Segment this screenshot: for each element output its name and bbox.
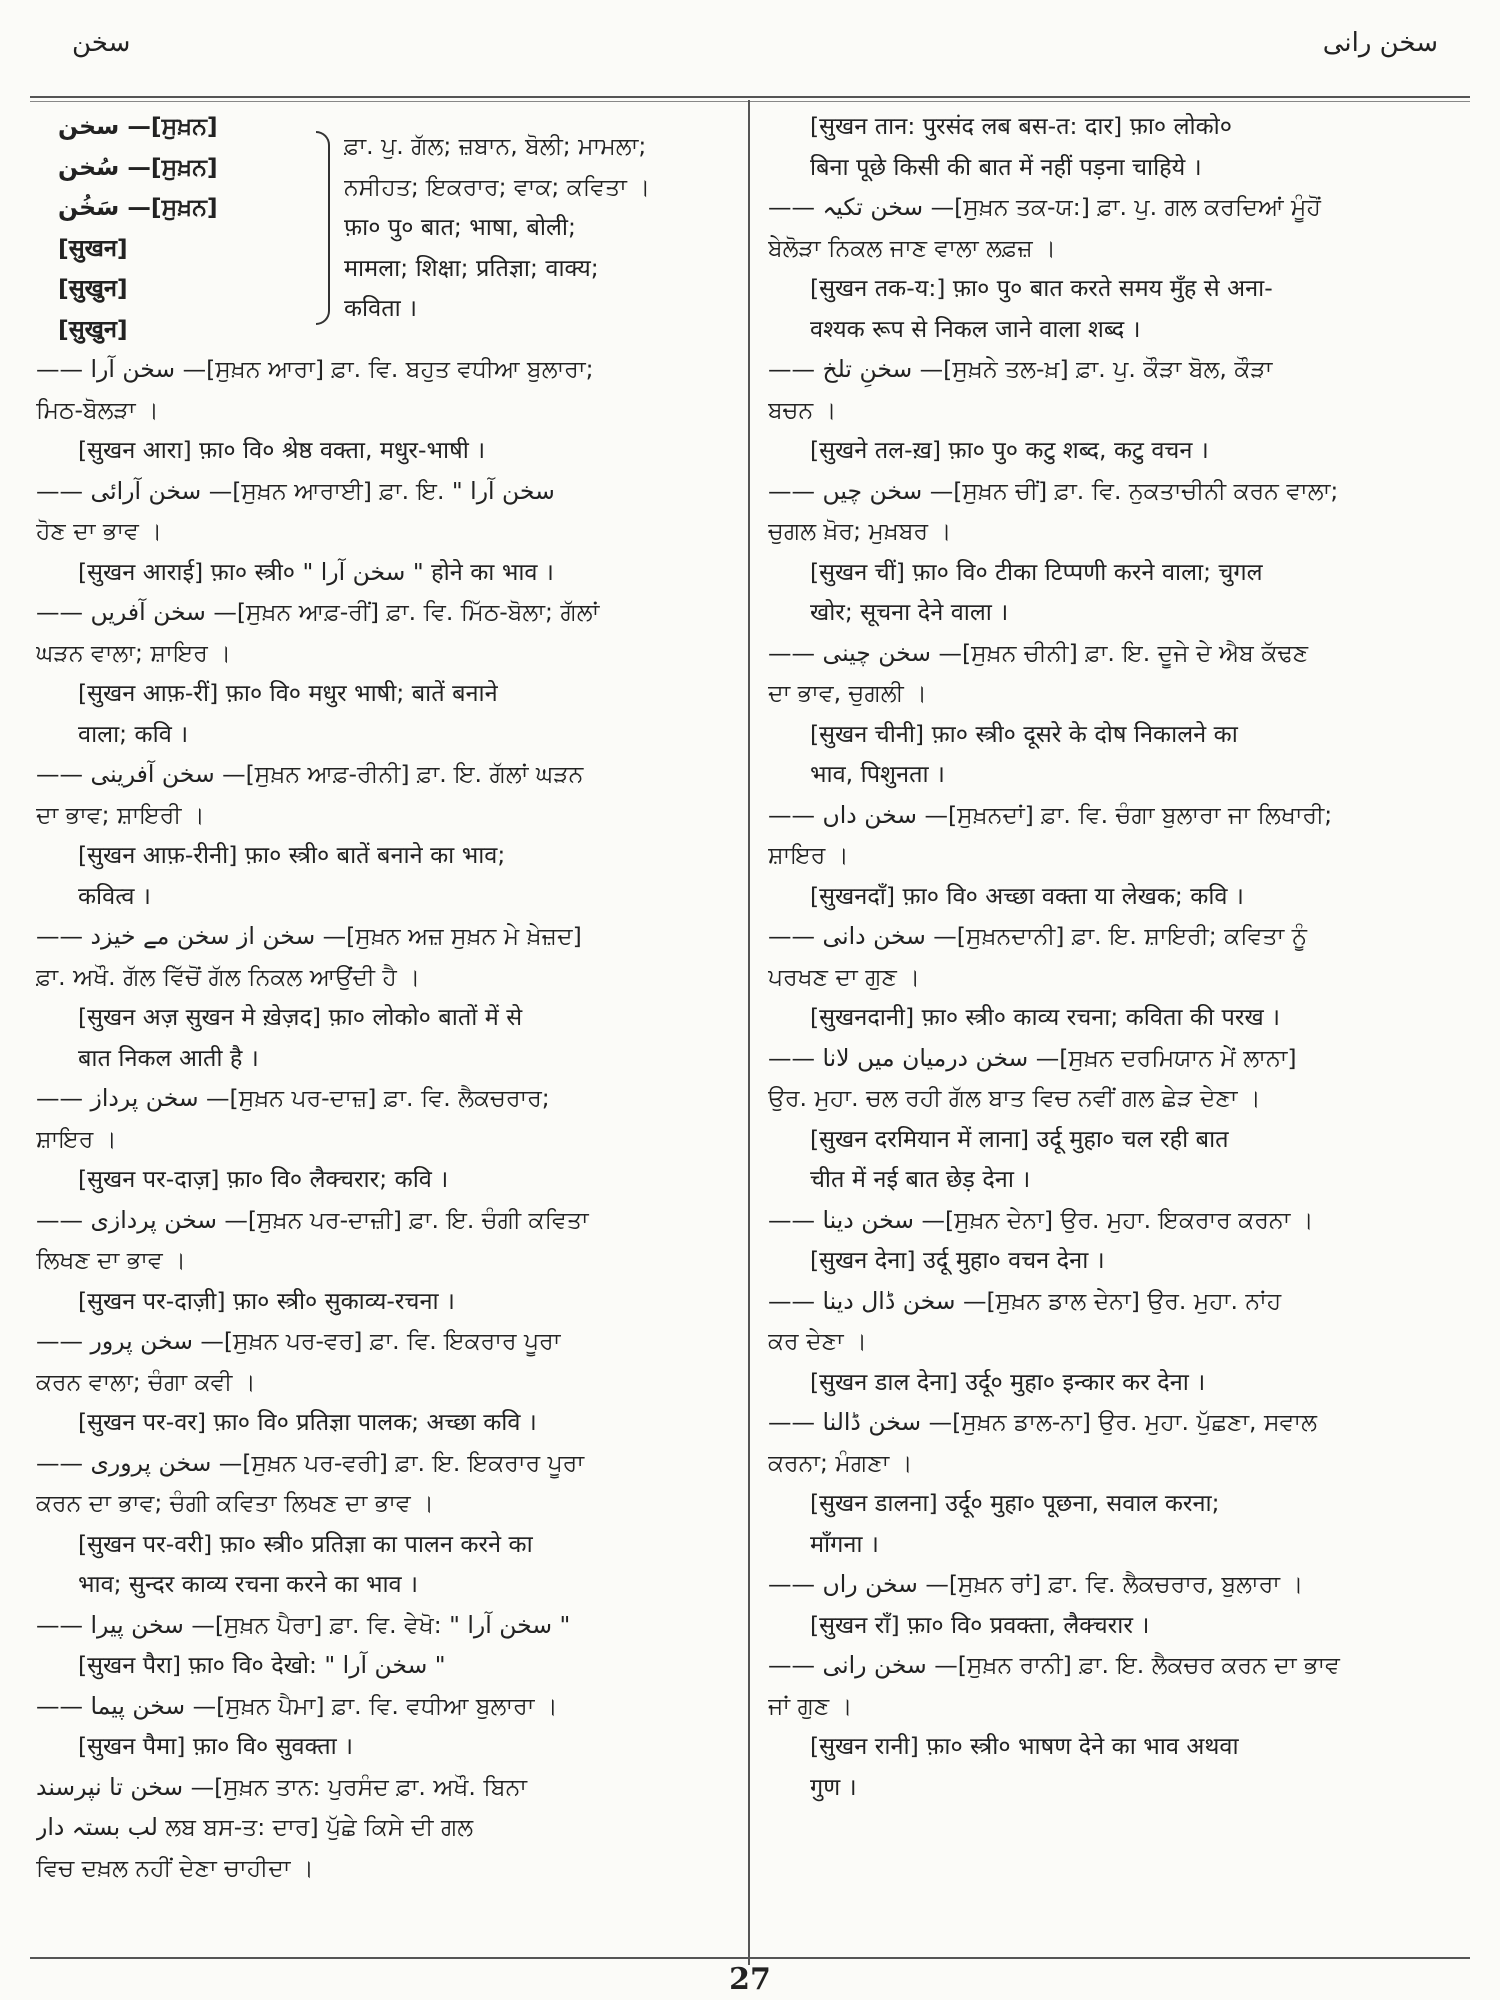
entry-line: [सुखन पर-दाज़ी] फ़ा० स्त्री० सुकाव्य-रचना । <box>78 1286 455 1315</box>
hindi-entry <box>36 1524 736 1605</box>
hindi-entry <box>768 1605 1468 1646</box>
hindi-entry <box>768 106 1468 187</box>
entry-line: [सुखनदानी] फ़ा० स्त्री० काव्य रचना; कविता की परख । <box>810 1003 1281 1031</box>
page-number: 27 <box>729 1962 771 1997</box>
entry-line: —— سخن پروری —[ਸੁਖ਼ਨ ਪਰ-ਵਰੀ] ਫ਼ਾ. ਇ. ਇਕਰਾਰ ਪੂਰਾ <box>36 1448 585 1477</box>
entry-line: [सुखन पैमा] फ़ा० वि० सुवक्ता । <box>78 1732 354 1760</box>
entry-line: [सुखन पैरा] फ़ा० वि० देखो: " سخن آرا " <box>78 1651 446 1679</box>
headword-line: سَخُن —[ਸੁਖ਼ਨ] <box>58 193 218 221</box>
entry-line: ਸ਼ਾਇਰ । <box>768 841 849 869</box>
column-divider <box>748 100 750 1965</box>
punjabi-entry <box>36 1200 736 1281</box>
punjabi-entry <box>768 349 1468 430</box>
entry-line: [सुखन अज़ सुखन मे ख़ेज़द] फ़ा० लोको० बातों में से <box>78 1003 523 1031</box>
right-entry-list <box>768 106 1468 1807</box>
punjabi-entry <box>36 1321 736 1402</box>
hindi-entry <box>768 714 1468 795</box>
entry-line: [सुखन तक-य:] फ़ा० पु० बात करते समय मुँह से अना- <box>810 274 1273 302</box>
entry-line: ਮਿਠ-ਬੋਲੜਾ । <box>36 395 159 424</box>
entry-line: [सुखनदाँ] फ़ा० वि० अच्छा वक्ता या लेखक; कवि । <box>810 881 1244 910</box>
hindi-entry <box>36 552 736 593</box>
entry-line: —— سخن چینی —[ਸੁਖ਼ਨ ਚੀਨੀ] ਫ਼ਾ. ਇ. ਦੂਜੇ ਦੇ ਐਬ ਕੱਢਣ <box>768 638 1308 667</box>
hindi-entry <box>768 876 1468 917</box>
first-entry-headwords <box>36 106 316 349</box>
entry-line: चीत में नई बात छेड़ देना । <box>810 1165 1031 1193</box>
hindi-entry <box>768 997 1468 1038</box>
entry-line: ਬੇਲੋੜਾ ਨਿਕਲ ਜਾਣ ਵਾਲਾ ਲਫ਼ਜ਼ । <box>768 233 1057 262</box>
left-guide-word: سخن <box>72 28 131 58</box>
headword-line: [सुखन] <box>58 233 128 262</box>
punjabi-entry <box>36 1078 736 1159</box>
punjabi-entry <box>36 754 736 835</box>
entry-line: [सुखन आफ़-रीनी] फ़ा० स्त्री० बातें बनाने का भाव; <box>78 841 506 869</box>
entry-line: [सुखन रानी] फ़ा० स्त्री० भाषण देने का भाव अथवा <box>810 1732 1239 1760</box>
left-column <box>36 106 736 1888</box>
punjabi-entry <box>768 633 1468 714</box>
entry-line: ਬਚਨ । <box>768 395 837 424</box>
hindi-entry <box>768 1726 1468 1807</box>
hindi-entry <box>768 1483 1468 1564</box>
entry-line: —— سخن راں —[ਸੁਖ਼ਨ ਰਾਂ] ਫ਼ਾ. ਵਿ. ਲੈਕਚਰਾਰ, ਬੁਲਾਰਾ । <box>768 1570 1304 1598</box>
entry-line: ਜਾਂ ਗੁਣ । <box>768 1691 853 1720</box>
punjabi-entry <box>768 187 1468 268</box>
entry-line: —— سخن چیں —[ਸੁਖ਼ਨ ਚੀਂ] ਫ਼ਾ. ਵਿ. ਨੁਕਤਾਚੀਨੀ ਕਰਨ ਵਾਲਾ; <box>768 476 1339 505</box>
punjabi-entry <box>36 916 736 997</box>
entry-line: [सुखन तान: पुरसंद लब बस-त: दार] फ़ा० लोको० <box>810 112 1232 140</box>
entry-line: खोर; सूचना देने वाला । <box>810 598 1009 626</box>
entry-line: ਚੁਗਲ ਖ਼ੋਰ; ਮੁਖ਼ਬਰ । <box>768 517 952 545</box>
hindi-entry <box>36 430 736 471</box>
punjabi-entry <box>768 916 1468 997</box>
punjabi-entry <box>36 592 736 673</box>
hindi-entry <box>768 552 1468 633</box>
entry-line: سخن تا نپرسند —[ਸੁਖ਼ਨ ਤਾਨ: ਪੁਰਸੰਦ ਫ਼ਾ. ਅਖੌ. ਬਿਨਾ <box>36 1772 528 1801</box>
punjabi-entry <box>36 471 736 552</box>
hindi-entry <box>36 1645 736 1686</box>
hindi-entry <box>36 1159 736 1200</box>
entry-line: —— سخن دینا —[ਸੁਖ਼ਨ ਦੇਨਾ] ਉਰ. ਮੁਹਾ. ਇਕਰਾਰ ਕਰਨਾ । <box>768 1205 1314 1234</box>
entry-line: भाव; सुन्दर काव्य रचना करने का भाव । <box>78 1570 418 1598</box>
entry-line: ਕਰ ਦੇਣਾ । <box>768 1327 867 1355</box>
entry-line: —— سخن دانی —[ਸੁਖ਼ਨਦਾਨੀ] ਫ਼ਾ. ਇ. ਸ਼ਾਇਰੀ; ਕਵਿਤਾ ਨੂੰ <box>768 922 1308 950</box>
hindi-entry <box>768 268 1468 349</box>
left-entry-list <box>36 349 736 1888</box>
entry-line: —— سخنِ تلخ —[ਸੁਖ਼ਨੇ ਤਲ-ਖ਼] ਫ਼ਾ. ਪੁ. ਕੌੜਾ ਬੋਲ, ਕੌੜਾ <box>768 355 1273 383</box>
bottom-rule <box>30 1957 1470 1959</box>
entry-line: ਫ਼ਾ. ਅਖੌ. ਗੱਲ ਵਿੱਚੋਂ ਗੱਲ ਨਿਕਲ ਆਉਂਦੀ ਹੈ । <box>36 962 421 991</box>
entry-line: —— سخن رانی —[ਸੁਖ਼ਨ ਰਾਨੀ] ਫ਼ਾ. ਇ. ਲੈਕਚਰ ਕਰਨ ਦਾ ਭਾਵ <box>768 1651 1340 1679</box>
hindi-entry <box>36 997 736 1078</box>
entry-line: [सुखन दरमियान में लाना] उर्दू मुहा० चल रही बात <box>810 1124 1229 1153</box>
punjabi-entry <box>768 1402 1468 1483</box>
punjabi-entry <box>768 1564 1468 1605</box>
entry-line: वाला; कवि । <box>78 719 189 748</box>
punjabi-entry <box>768 1281 1468 1362</box>
punjabi-entry <box>768 471 1468 552</box>
entry-line: ਦਾ ਭਾਵ, ਚੁਗਲੀ । <box>768 679 927 707</box>
entry-line: बात निकल आती है । <box>78 1043 259 1072</box>
hindi-entry <box>36 673 736 754</box>
hindi-entry <box>768 1240 1468 1281</box>
entry-line: [सुखन राँ] फ़ा० वि० प्रवक्ता, लैक्चरार । <box>810 1610 1150 1639</box>
hindi-entry <box>36 1726 736 1767</box>
entry-line: [सुखन पर-वरी] फ़ा० स्त्री० प्रतिज्ञा का पालन करने का <box>78 1529 533 1558</box>
entry-line: —— سخن ڈالنا —[ਸੁਖ਼ਨ ਡਾਲ-ਨਾ] ਉਰ. ਮੁਹਾ. ਪੁੱਛਣਾ, ਸਵਾਲ <box>768 1408 1317 1436</box>
entry-line: —— سخن پرداز —[ਸੁਖ਼ਨ ਪਰ-ਦਾਜ਼] ਫ਼ਾ. ਵਿ. ਲੈਕਚਰਾਰ; <box>36 1084 550 1112</box>
punjabi-entry <box>36 1605 736 1646</box>
entry-line: —— سخن آفریں —[ਸੁਖ਼ਨ ਆਫ਼-ਰੀਂ] ਫ਼ਾ. ਵਿ. ਮਿੱਠ-ਬੋਲਾ; ਗੱਲਾਂ <box>36 598 600 626</box>
headword-line: [सुखुन] <box>58 274 128 302</box>
definition-line: फ़ा० पु० बात; भाषा, बोली; <box>344 213 576 242</box>
entry-line: —— سخن از سخن مے خیزد —[ਸੁਖ਼ਨ ਅਜ਼ ਸੁਖ਼ਨ ਮੇ ਖ਼ੇਜ਼ਦ] <box>36 922 582 950</box>
entry-line: ਕਰਨਾ; ਮੰਗਣਾ । <box>768 1448 913 1477</box>
entry-line: बिना पूछे किसी की बात में नहीं पड़ना चाहिये । <box>810 152 1202 181</box>
hindi-entry <box>36 1281 736 1322</box>
headword-line: سُخن —[ਸੁਖ਼ਨ] <box>58 152 218 181</box>
entry-line: —— سخن داں —[ਸੁਖ਼ਨਦਾਂ] ਫ਼ਾ. ਵਿ. ਚੰਗਾ ਬੁਲਾਰਾ ਜਾ ਲਿਖਾਰੀ; <box>768 800 1333 829</box>
entry-line: ਕਰਨ ਦਾ ਭਾਵ; ਚੰਗੀ ਕਵਿਤਾ ਲਿਖਣ ਦਾ ਭਾਵ । <box>36 1489 435 1517</box>
entry-line: [सुखन पर-दाज़] फ़ा० वि० लैक्चरार; कवि । <box>78 1165 449 1193</box>
punjabi-entry <box>768 1200 1468 1241</box>
entry-line: —— سخن پرور —[ਸੁਖ਼ਨ ਪਰ-ਵਰ] ਫ਼ਾ. ਵਿ. ਇਕਰਾਰ ਪੂਰਾ <box>36 1327 561 1355</box>
entry-line: [सुखन चीनी] फ़ा० स्त्री० दूसरे के दोष निकालने का <box>810 719 1238 748</box>
entry-line: [सुखन चीं] फ़ा० वि० टीका टिप्पणी करने वाला; चुगल <box>810 557 1263 586</box>
entry-line: [सुखन डाल देना] उर्दू० मुहा० इन्कार कर देना । <box>810 1367 1206 1396</box>
entry-line: —— سخن آرا —[ਸੁਖ਼ਨ ਆਰਾ] ਫ਼ਾ. ਵਿ. ਬਹੁਤ ਵਧੀਆ ਬੁਲਾਰਾ; <box>36 355 594 383</box>
entry-line: [सुखन डालना] उर्दू० मुहा० पूछना, सवाल करना; <box>810 1489 1220 1517</box>
entry-line: ਵਿਚ ਦਖ਼ਲ ਨਹੀਂ ਦੇਣਾ ਚਾਹੀਦਾ । <box>36 1853 314 1882</box>
entry-line: [सुखन आफ़-रीं] फ़ा० वि० मधुर भाषी; बातें बनाने <box>78 679 498 707</box>
entry-line: ਪਰਖਣ ਦਾ ਗੁਣ । <box>768 962 921 991</box>
entry-line: [सुखने तल-ख़] फ़ा० पु० कटु शब्द, कटु वचन । <box>810 436 1209 464</box>
entry-line: गुण । <box>810 1772 857 1801</box>
entry-line: कवित्व । <box>78 881 151 910</box>
entry-line: ਕਰਨ ਵਾਲਾ; ਚੰਗਾ ਕਵੀ । <box>36 1367 256 1396</box>
brace <box>316 131 330 325</box>
entry-line: —— سخن آفرینی —[ਸੁਖ਼ਨ ਆਫ਼-ਰੀਨੀ] ਫ਼ਾ. ਇ. ਗੱਲਾਂ ਘੜਨ <box>36 760 584 788</box>
entry-line: —— سخن درمیان میں لانا —[ਸੁਖ਼ਨ ਦਰਮਿਯਾਨ ਮੇਂ ਲਾਨਾ] <box>768 1043 1297 1072</box>
entry-line: ਹੋਣ ਦਾ ਭਾਵ । <box>36 517 163 545</box>
entry-line: माँगना । <box>810 1529 879 1558</box>
entry-line: [सुखन पर-वर] फ़ा० वि० प्रतिज्ञा पालक; अच्छा कवि । <box>78 1408 537 1436</box>
top-rule <box>30 96 1470 98</box>
entry-line: ਸ਼ਾਇਰ । <box>36 1124 117 1153</box>
headword-line: [सुखुन] <box>58 314 128 343</box>
hindi-entry <box>36 835 736 916</box>
entry-line: ਘੜਨ ਵਾਲਾ; ਸ਼ਾਇਰ । <box>36 638 232 667</box>
entry-line: —— سخن آرائی —[ਸੁਖ਼ਨ ਆਰਾਈ] ਫ਼ਾ. ਇ. " سخن آرا <box>36 476 555 505</box>
definition-line: मामला; शिक्षा; प्रतिज्ञा; वाक्य; <box>344 253 599 282</box>
entry-line: ਲਿਖਣ ਦਾ ਭਾਵ । <box>36 1246 187 1274</box>
definition-line: ਫ਼ਾ. ਪੁ. ਗੱਲ; ਜ਼ਬਾਨ, ਬੋਲੀ; ਮਾਮਲਾ; <box>344 132 647 161</box>
entry-line: لب بستہ دار ਲਬ ਬਸ-ਤ: ਦਾਰ] ਪੁੱਛੇ ਕਿਸੇ ਦੀ ਗਲ <box>36 1813 474 1841</box>
hindi-entry <box>36 1402 736 1443</box>
definition-line: कविता । <box>344 294 418 323</box>
entry-line: ਉਰ. ਮੁਹਾ. ਚਲ ਰਹੀ ਗੱਲ ਬਾਤ ਵਿਚ ਨਵੀਂ ਗਲ ਛੇੜ ਦੇਣਾ । <box>768 1084 1261 1112</box>
headword-line: سخن —[ਸੁਖ਼ਨ] <box>58 112 218 140</box>
punjabi-entry <box>768 1645 1468 1726</box>
right-guide-word: سخن رانی <box>1322 28 1438 58</box>
punjabi-entry <box>36 349 736 430</box>
hindi-entry <box>768 1119 1468 1200</box>
punjabi-entry <box>768 1038 1468 1119</box>
entry-line: —— سخن تکیہ —[ਸੁਖ਼ਨ ਤਕ-ਯ:] ਫ਼ਾ. ਪੁ. ਗਲ ਕਰਦਿਆਂ ਮੂੰਹੋਂ <box>768 193 1321 221</box>
definition-line: ਨਸੀਹਤ; ਇਕਰਾਰ; ਵਾਕ; ਕਵਿਤਾ । <box>344 172 651 201</box>
hindi-entry <box>768 430 1468 471</box>
punjabi-entry <box>36 1686 736 1727</box>
entry-line: —— سخن ڈال دینا —[ਸੁਖ਼ਨ ਡਾਲ ਦੇਨਾ] ਉਰ. ਮੁਹਾ. ਨਾਂਹ <box>768 1286 1282 1315</box>
entry-line: वश्यक रूप से निकल जाने वाला शब्द । <box>810 314 1141 343</box>
right-column <box>768 106 1468 1807</box>
entry-line: —— سخن پیرا —[ਸੁਖ਼ਨ ਪੈਰਾ] ਫ਼ਾ. ਵਿ. ਵੇਖੋ: " سخن آرا " <box>36 1610 571 1639</box>
entry-line: ਦਾ ਭਾਵ; ਸ਼ਾਇਰੀ । <box>36 800 205 829</box>
top-rule-thin <box>30 101 1470 102</box>
entry-line: [सुखन आराई] फ़ा० स्त्री० " سخن آرا " होने का भाव । <box>78 557 554 586</box>
punjabi-entry <box>36 1767 736 1889</box>
punjabi-entry <box>768 795 1468 876</box>
first-entry-definitions <box>344 126 724 329</box>
entry-line: —— سخن پیما —[ਸੁਖ਼ਨ ਪੈਮਾ] ਫ਼ਾ. ਵਿ. ਵਧੀਆ ਬੁਲਾਰਾ । <box>36 1691 558 1720</box>
entry-line: [सुखन आरा] फ़ा० वि० श्रेष्ठ वक्ता, मधुर-भाषी । <box>78 436 486 464</box>
punjabi-entry <box>36 1443 736 1524</box>
entry-line: [सुखन देना] उर्दू मुहा० वचन देना । <box>810 1246 1105 1274</box>
entry-line: —— سخن پردازی —[ਸੁਖ਼ਨ ਪਰ-ਦਾਜ਼ੀ] ਫ਼ਾ. ਇ. ਚੰਗੀ ਕਵਿਤਾ <box>36 1205 589 1234</box>
first-entry-block <box>36 106 736 349</box>
hindi-entry <box>768 1362 1468 1403</box>
entry-line: भाव, पिशुनता । <box>810 760 945 788</box>
